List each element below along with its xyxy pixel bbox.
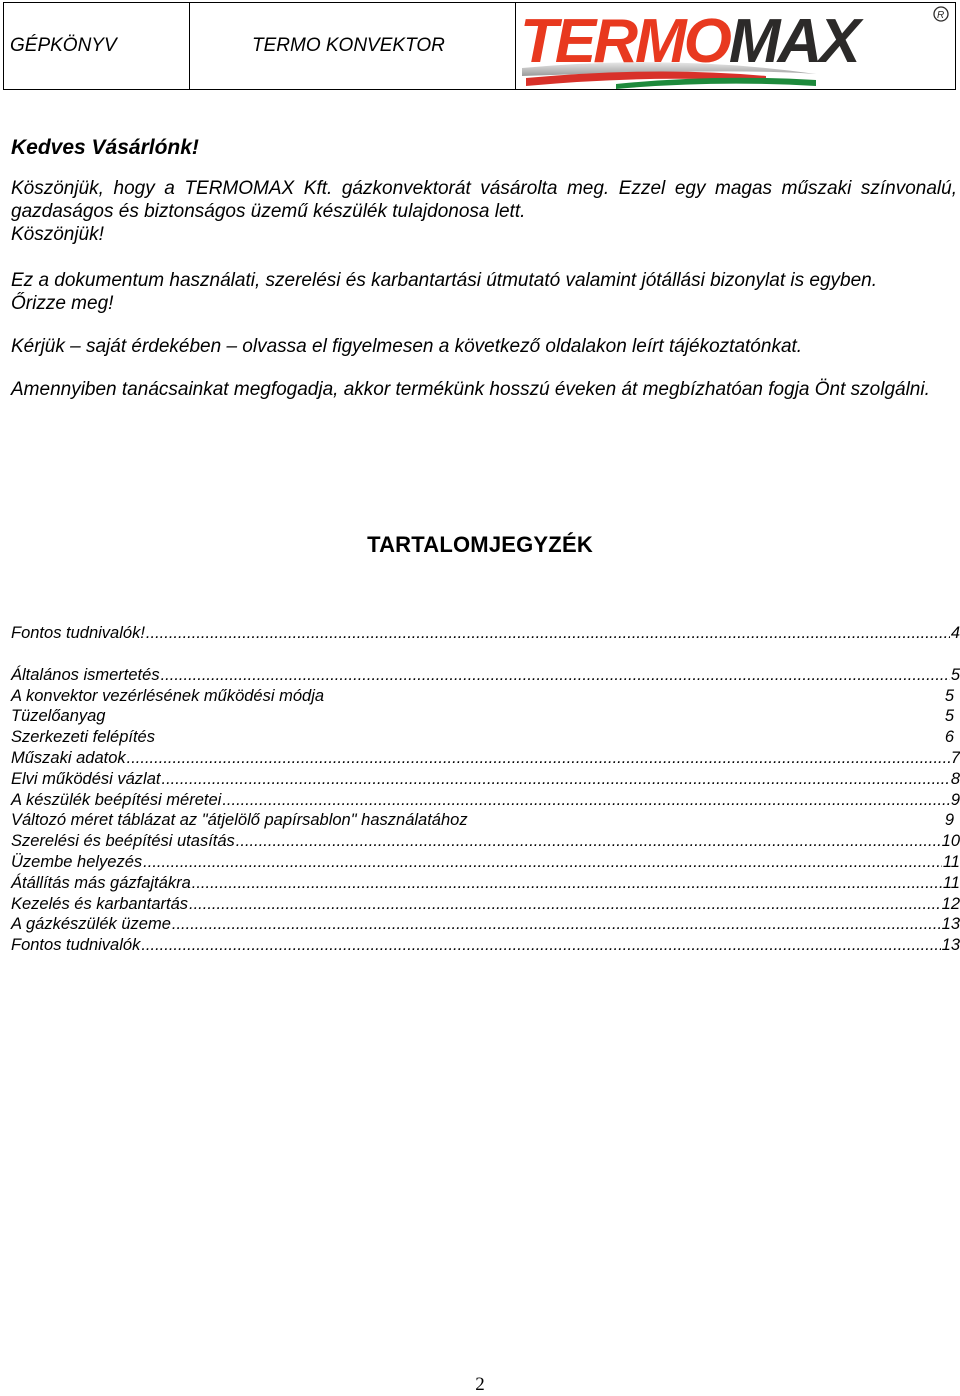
toc-entry-page: 4 <box>950 624 960 642</box>
logo-stripe-green <box>616 77 816 88</box>
intro-section <box>11 136 957 401</box>
toc-leader-dots <box>141 936 940 955</box>
toc-entry-page: 11 <box>942 873 960 892</box>
toc-entry-page: 8 <box>950 769 960 788</box>
toc-leader-dots <box>127 749 950 768</box>
toc-entry-page: 9 <box>944 811 954 830</box>
toc-entry[interactable] <box>11 728 960 749</box>
greeting: Kedves Vásárlónk! <box>11 136 199 159</box>
toc-entry-page: 9 <box>950 790 960 809</box>
toc-leader-dots <box>189 895 941 914</box>
toc-entry[interactable] <box>11 936 960 957</box>
intro-keep-note: Őrizze meg! <box>11 293 114 314</box>
toc-leader-dots <box>192 874 942 893</box>
toc-entry[interactable] <box>11 770 960 791</box>
toc-entry-page: 13 <box>941 915 960 934</box>
toc-leader-dots <box>146 624 950 643</box>
header-product: TERMO KONVEKTOR <box>190 3 516 89</box>
toc-entry[interactable] <box>11 749 960 770</box>
toc-entry-page: 13 <box>941 936 960 955</box>
toc-entry-label: Elvi működési vázlat <box>11 769 161 788</box>
toc-entry[interactable] <box>11 811 960 832</box>
table-of-contents <box>11 624 960 957</box>
intro-paragraph-3: Kérjük – saját érdekében – olvassa el figyelmesen a következő oldalakon leírt tájékoztatónkat. <box>11 336 803 357</box>
header-doc-type: GÉPKÖNYV <box>4 3 190 89</box>
toc-entry-page: 5 <box>944 707 954 726</box>
toc-entry-label: Tüzelőanyag <box>11 707 106 726</box>
toc-entry-label: Szerkezeti felépítés <box>11 728 155 747</box>
toc-entry[interactable] <box>11 895 960 916</box>
toc-entry-page: 6 <box>944 728 954 747</box>
toc-entry[interactable] <box>11 791 960 812</box>
termomax-logo-graphic <box>516 4 954 89</box>
toc-entry-label: A készülék beépítési méretei <box>11 790 222 809</box>
intro-thanks: Köszönjük! <box>11 224 104 245</box>
toc-entry-label: Változó méret táblázat az "átjelölő papírsablon" használatához <box>11 811 468 830</box>
toc-entry-label: Általános ismertetés <box>11 665 160 684</box>
toc-entry-label: Átállítás más gázfajtákra <box>11 873 191 892</box>
toc-title: TARTALOMJEGYZÉK <box>367 532 593 557</box>
toc-entry[interactable] <box>11 666 960 687</box>
toc-entry-page: 5 <box>950 665 960 684</box>
logo-wordmark: TERMOMAX <box>520 6 858 76</box>
toc-entry[interactable] <box>11 687 960 708</box>
registered-mark-letter: R <box>937 9 945 21</box>
toc-leader-dots <box>236 832 941 851</box>
toc-entry-page: 5 <box>944 686 954 705</box>
toc-entry-label: Műszaki adatok <box>11 748 126 767</box>
intro-paragraph-2: Ez a dokumentum használati, szerelési és karbantartási útmutató valamint jótállási bizonylat is egyben. <box>11 270 877 291</box>
toc-entry-label: Üzembe helyezés <box>11 852 143 871</box>
toc-leader-dots <box>161 770 949 789</box>
toc-entry[interactable] <box>11 874 960 895</box>
toc-entry-label: Fontos tudnivalók <box>11 936 141 955</box>
toc-entry-page: 11 <box>942 852 960 871</box>
toc-entry-label: Kezelés és karbantartás <box>11 894 189 913</box>
toc-entry[interactable] <box>11 915 960 936</box>
toc-entry[interactable] <box>11 853 960 874</box>
document-header <box>3 2 956 90</box>
toc-entry-page: 12 <box>941 894 960 913</box>
toc-entry-label: Szerelési és beépítési utasítás <box>11 832 235 851</box>
intro-paragraph-1: Köszönjük, hogy a TERMOMAX Kft. gázkonvektorát vásárolta meg. Ezzel egy magas műszaki színvonalú, gazdaságos és biztonságos üzemű készülék tulajdonosa lett. <box>11 178 957 222</box>
termomax-logo <box>516 3 955 89</box>
toc-entry-label: Fontos tudnivalók! <box>11 624 145 642</box>
toc-entry-label: A gázkészülék üzeme <box>11 915 171 934</box>
toc-entry[interactable] <box>11 707 960 728</box>
page-number: 2 <box>475 1374 485 1395</box>
toc-entry[interactable] <box>11 624 960 645</box>
toc-entry-page: 7 <box>950 748 960 767</box>
toc-leader-dots <box>222 791 949 810</box>
toc-leader-dots <box>161 666 950 685</box>
toc-entry-label: A konvektor vezérlésének működési módja <box>11 686 325 705</box>
toc-leader-dots <box>172 915 941 934</box>
toc-entry-page: 10 <box>941 832 960 851</box>
toc-leader-dots <box>143 853 942 872</box>
toc-entry[interactable] <box>11 832 960 853</box>
intro-paragraph-4: Amennyiben tanácsainkat megfogadja, akkor termékünk hosszú éveken át megbízhatóan fogja Önt szolgálni. <box>11 379 930 400</box>
